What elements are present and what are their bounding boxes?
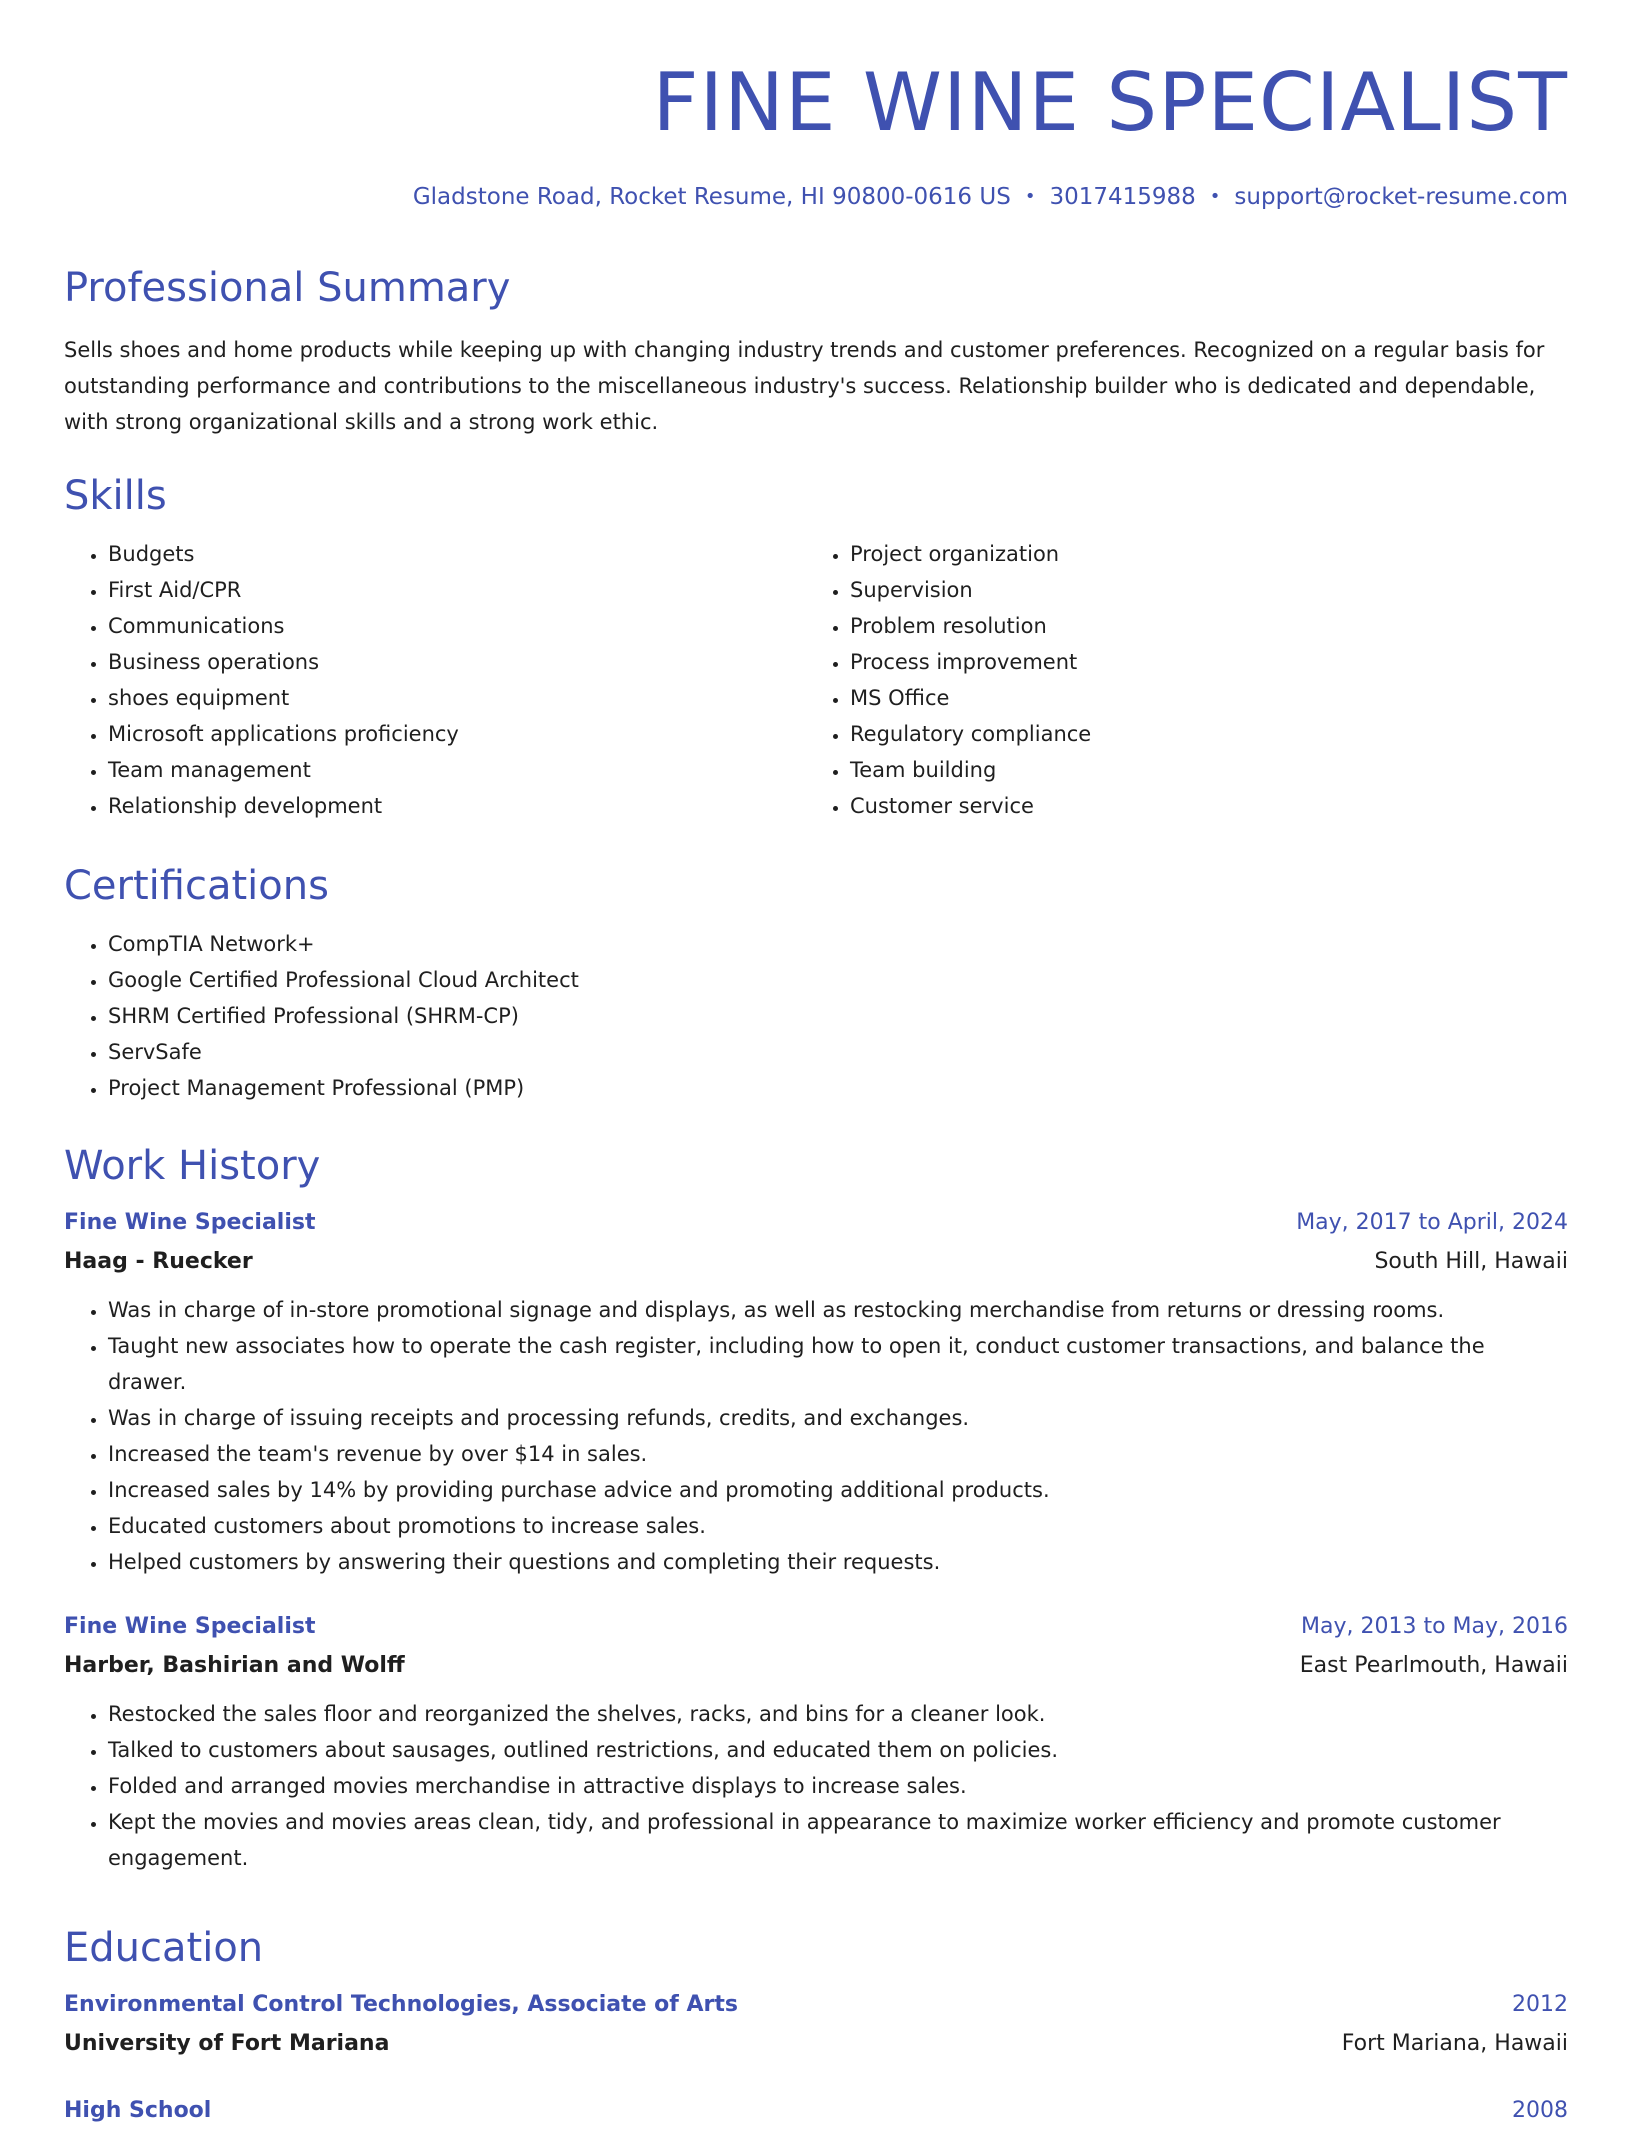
job-bullet: • Kept the movies and movies areas clean, tidy, and professional in appearance to maximize worker efficiency and promote customer engagement. (108, 1804, 1568, 1876)
job-bullet: • Was in charge of issuing receipts and processing refunds, credits, and exchanges. (108, 1400, 1568, 1436)
job-bullet-list (64, 1696, 1568, 1876)
skills-heading: Skills (64, 473, 167, 519)
education-location: Fort Mariana, Hawaii (1341, 2031, 1568, 2056)
skill-item: • Customer service (850, 788, 1548, 824)
job-bullet: • Educated customers about promotions to increase sales. (108, 1508, 1568, 1544)
skills-list-left (64, 536, 806, 824)
contact-line (64, 180, 1568, 214)
education-degree: Environmental Control Technologies, Associate of Arts (64, 1992, 739, 2017)
job-bullet: • Talked to customers about sausages, outlined restrictions, and educated them on policies. (108, 1732, 1568, 1768)
skill-item: • Process improvement (850, 644, 1548, 680)
education-school: University of Fort Mariana (64, 2031, 390, 2056)
skill-item: • Team management (108, 752, 806, 788)
education-entry (64, 1986, 1568, 2064)
skill-item: • MS Office (850, 680, 1548, 716)
job-entry (64, 1204, 1568, 1580)
skills-grid (64, 536, 1568, 824)
education-header (64, 2092, 1568, 2130)
job-bullet: • Helped customers by answering their questions and completing their requests. (108, 1544, 1568, 1580)
resume-header (64, 48, 1568, 214)
contact-separator: • (1209, 186, 1221, 207)
job-header (64, 1608, 1568, 1646)
job-subheader (64, 1242, 1568, 1282)
job-company: Haag - Ruecker (64, 1249, 253, 1274)
education-subheader (64, 2024, 1568, 2064)
certification-item: • CompTIA Network+ (108, 926, 1568, 962)
summary-section (64, 262, 1568, 440)
job-location: South Hill, Hawaii (1374, 1249, 1568, 1274)
certification-item: • Project Management Professional (PMP) (108, 1070, 1568, 1106)
certification-item: • ServSafe (108, 1034, 1568, 1070)
contact-phone: 3017415988 (1049, 184, 1196, 210)
work-history-section (64, 1140, 1568, 1876)
job-bullet: • Increased sales by 14% by providing purchase advice and promoting additional products. (108, 1472, 1568, 1508)
education-section (64, 1922, 1568, 2130)
summary-heading: Professional Summary (64, 265, 511, 311)
job-bullet: • Was in charge of in-store promotional signage and displays, as well as restocking merchandise from returns or dressing rooms. (108, 1292, 1568, 1328)
job-bullet: • Taught new associates how to operate the cash register, including how to open it, conduct customer transactions, and balance the drawer. (108, 1328, 1568, 1400)
skill-item: • shoes equipment (108, 680, 806, 716)
certifications-list (64, 926, 1568, 1106)
skills-column-left (64, 536, 806, 824)
job-entry (64, 1608, 1568, 1876)
job-bullet: • Increased the team's revenue by over $14 in sales. (108, 1436, 1568, 1472)
skill-item: • Business operations (108, 644, 806, 680)
skills-section (64, 470, 1568, 824)
skill-item: • First Aid/CPR (108, 572, 806, 608)
job-title: Fine Wine Specialist (64, 1210, 316, 1235)
job-title: Fine Wine Specialist (64, 1614, 316, 1639)
contact-separator: • (1024, 186, 1036, 207)
skills-list-right (806, 536, 1548, 824)
education-year: 2008 (1512, 2098, 1568, 2123)
certification-item: • Google Certified Professional Cloud Architect (108, 962, 1568, 998)
work-history-heading: Work History (64, 1143, 321, 1189)
education-header (64, 1986, 1568, 2024)
skill-item: • Budgets (108, 536, 806, 572)
job-dates: May, 2017 to April, 2024 (1296, 1210, 1568, 1235)
skills-column-right (806, 536, 1548, 824)
job-location: East Pearlmouth, Hawaii (1299, 1653, 1568, 1678)
skill-item: • Supervision (850, 572, 1548, 608)
job-company: Harber, Bashirian and Wolff (64, 1653, 405, 1678)
skill-item: • Team building (850, 752, 1548, 788)
contact-address: Gladstone Road, Rocket Resume, HI 90800-0616 US (412, 184, 1011, 210)
skill-item: • Microsoft applications proficiency (108, 716, 806, 752)
education-year: 2012 (1512, 1992, 1568, 2017)
candidate-name: FINE WINE SPECIALIST (652, 56, 1568, 149)
education-heading: Education (64, 1925, 264, 1971)
education-entry (64, 2092, 1568, 2130)
skill-item: • Project organization (850, 536, 1548, 572)
job-bullet: • Folded and arranged movies merchandise in attractive displays to increase sales. (108, 1768, 1568, 1804)
education-degree: High School (64, 2098, 212, 2123)
certifications-heading: Certifications (64, 863, 329, 909)
job-bullet-list (64, 1292, 1568, 1580)
certifications-section (64, 860, 1568, 1106)
job-header (64, 1204, 1568, 1242)
skill-item: • Relationship development (108, 788, 806, 824)
job-bullet: • Restocked the sales floor and reorganized the shelves, racks, and bins for a cleaner look. (108, 1696, 1568, 1732)
contact-email: support@rocket-resume.com (1234, 184, 1568, 210)
certification-item: • SHRM Certified Professional (SHRM-CP) (108, 998, 1568, 1034)
skill-item: • Communications (108, 608, 806, 644)
skill-item: • Problem resolution (850, 608, 1548, 644)
job-dates: May, 2013 to May, 2016 (1301, 1614, 1568, 1639)
skill-item: • Regulatory compliance (850, 716, 1548, 752)
job-subheader (64, 1646, 1568, 1686)
summary-text: Sells shoes and home products while keeping up with changing industry trends and customer preferences. Recognized on a regular basis for outstanding performance and contributions to the miscellaneous industry's success. Relationship builder who is dedicated and dependable, with strong organizational skills and a strong work ethic. (64, 338, 1545, 434)
